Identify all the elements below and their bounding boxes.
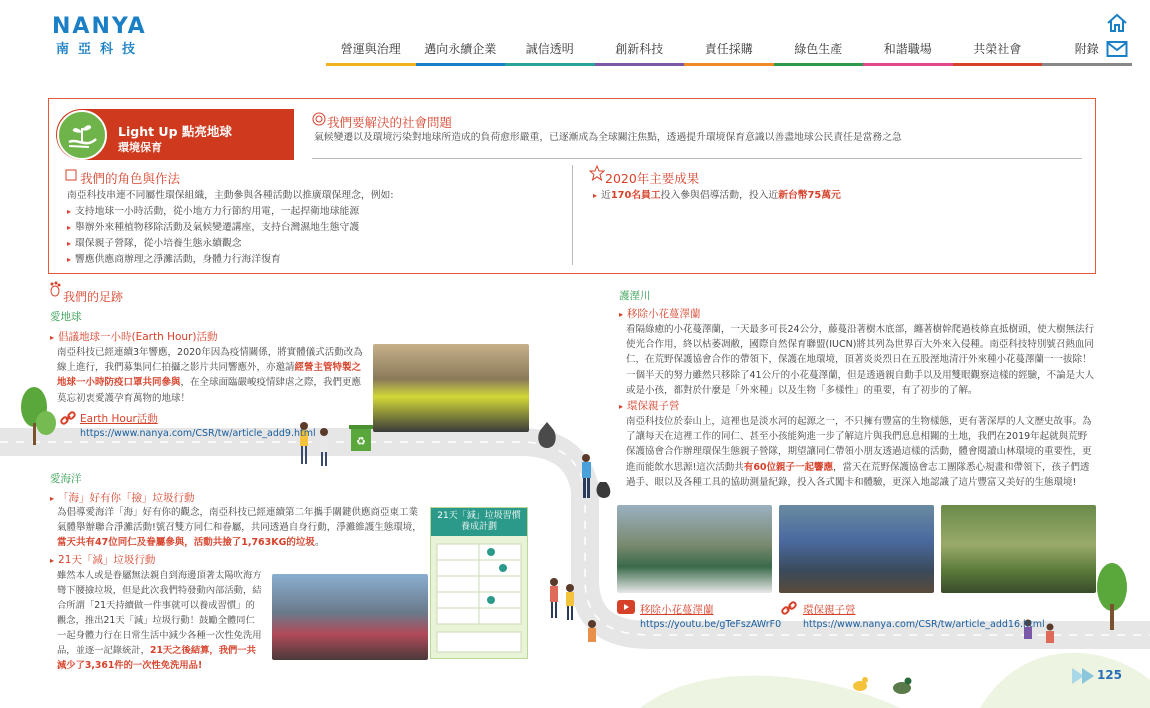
nav-item[interactable]: 共榮社會 (953, 40, 1043, 66)
role-list-item-text: 環保親子營隊，從小培養生態永續觀念 (75, 238, 242, 249)
children-figures-icon (544, 574, 604, 657)
home-icon[interactable] (1106, 12, 1128, 34)
day21-highlight: 21天之後結算，我們一共減少了3,361件的一次性免洗用品! (57, 645, 256, 671)
eco-camp-link-title[interactable]: 環保親子營 (803, 604, 856, 616)
nav-item[interactable]: 責任採購 (684, 40, 774, 66)
role-list-item-text: 支持地球一小時活動，從小地方力行節約用電，一起捍衛地球能源 (75, 206, 360, 217)
role-list (67, 204, 567, 268)
day21-poster (430, 507, 528, 659)
poster-checklist-icon (431, 536, 527, 658)
star-icon (589, 165, 605, 184)
bullet-icon: ▸ (67, 239, 72, 248)
page-number: 125 (1096, 668, 1122, 682)
nav-item[interactable]: 誠信透明 (505, 40, 595, 66)
nav-item[interactable]: 附錄 (1042, 40, 1132, 66)
recycle-bin-icon (348, 422, 374, 455)
earth-hour-title: ▸ 倡議地球一小時(Earth Hour)活動 (50, 331, 218, 343)
badge-subtitle: 環境保育 (118, 141, 162, 154)
social-problem-icon (312, 112, 326, 129)
earth-hour-text: 南亞科技已經連續3年響應，2020年因為疫情關係，將實體儀式活動改為線上進行，我們募集同仁拍攝之影片共同響應外，亦邀請經營主管特製之地球一小時防疫口罩共同參與，在全球面臨嚴峻疫情肆虐之際，我們更應莫忘初衷愛護孕育萬物的地球！ (57, 347, 363, 404)
youtube-icon[interactable] (617, 600, 635, 617)
eco-camp-title: ▸ 環保親子營 (619, 400, 680, 412)
role-list-item (67, 236, 567, 252)
earth-hour-link-title[interactable]: Earth Hour活動 (80, 413, 158, 425)
day21-title: ▸ 21天「減」垃圾行動 (50, 554, 156, 566)
results-title: 2020年主要成果 (605, 171, 700, 186)
results-highlight-staff: 170名員工 (610, 190, 661, 201)
summary-vertical-divider (572, 165, 573, 265)
day21-text: 雖然本人或是眷屬無法親自到海邊頂著太陽吹海方彎下腰撿垃圾，但是此次我們特發動內部活動，結合所謂「21天持續做一件事就可以養成習慣」的觀念，推出21天「減」垃圾行動！鼓勵全體同仁一起身體力行在日常生活中減少各種一次性免洗用品，並逐一記錄統計，21天之後結算，我們一共減少了3,361件的一次性免洗用品! (57, 570, 262, 671)
wetland-heading: 護溼川 (619, 290, 651, 302)
trash-bag-icon (534, 420, 560, 453)
ocean-cleanup-text: 為倡導愛海洋「海」好有你的觀念，南亞科技已經連續第二年攜手關鍵供應商亞東工業氣體舉辦聯合淨灘活動!號召雙方同仁和眷屬，共同透過自身行動，淨灘維護生態環境，當天共有47位同仁及眷屬參與，活動共撿了1,763KG的垃圾。 (57, 507, 422, 548)
social-problem-title: 我們要解決的社會問題 (327, 115, 453, 130)
link-icon (781, 600, 797, 619)
social-problem-text: 氣候變遷以及環境污染對地球所造成的負荷愈形嚴重，已逐漸成為全球關注焦點，透過提升環境保育意識以善盡地球公民責任是當務之急 (314, 132, 902, 143)
plant-hand-icon (57, 110, 107, 160)
love-earth-heading: 愛地球 (50, 311, 82, 323)
role-list-item (67, 220, 567, 236)
earth-hour-photo (373, 344, 529, 432)
results-highlight-amount: 新台幣75萬元 (778, 190, 841, 201)
bullet-icon: ▸ (67, 255, 72, 264)
role-list-item-text: 響應供應商辦理之淨灘活動，身體力行海洋復育 (75, 254, 281, 265)
role-list-item-text: 舉辦外來種植物移除活動及氣候變遷講座，支持台灣濕地生態守護 (75, 222, 360, 233)
wetland-text: 看隔綠癒的小花蔓澤蘭，一天最多可長24公分，藤蔓沿著樹木底部，纏著樹幹爬過枝條直抵樹頭，使大樹無法行使光合作用，終以枯萎凋敝，國際自然保育聯盟(IUCN)將其列為世界百大外來入侵種。南亞科技特別號召熱血同仁，在荒野保護協會合作的帶領下，保護在地環境，頂著炎炎烈日在五股溼地清汙外來種小花蔓澤蘭一一拔除！一個半天的努力雖然只移除了41公斤的小花蔓澤蘭，但是透過親自動手以及用雙眼觀察這樣的經驗，不論是大人或是小孩，都對於什麼是「外來種」以及生物「多樣性」的重要，有了初步的了解。 (626, 324, 1095, 396)
role-title: 我們的角色與作法 (80, 171, 181, 186)
eco-camp-highlight: 有60位親子一起響應 (743, 461, 834, 473)
role-intro: 南亞科技串連不同屬性環保組織，主動參與各種活動以推廣環保理念，例如: (67, 190, 394, 201)
beach-cleanup-photo (272, 574, 428, 660)
ducks-icon (850, 670, 920, 701)
role-list-item (67, 252, 567, 268)
kids-nature-photo (941, 505, 1096, 593)
bullet-icon: ▸ (67, 223, 72, 232)
wetland-video-link-url[interactable]: https://youtu.be/gTeFszAWrF0 (640, 619, 782, 630)
svg-text:♻: ♻ (356, 435, 366, 448)
nanya-logo-subtitle: 南亞科技 (56, 42, 145, 57)
earth-hour-link-url[interactable]: https://www.nanya.com/CSR/tw/article_add9.html (80, 428, 316, 439)
badge-title: Light Up 點亮地球 (118, 124, 232, 139)
tree-icon (18, 385, 58, 450)
wetland-group-photo (617, 505, 772, 593)
person-cleaning-icon (574, 452, 614, 505)
eco-camp-text: 南亞科技位於泰山上，這裡也是淡水河的起源之一，不只擁有豐富的生物樣態，更有著深厚的人文歷史故事。為了讓每天在這裡工作的同仁、甚至小孩能夠進一步了解這片與我們息息相關的土地，我們在2019年起就與荒野保護協會合作辦理環保生態親子營隊，期望讓同仁帶領小朋友透過這樣的活動，體會閱讀山林環境的重要性，更進而能飲水思源!這次活動共有60位親子一起響應，當天在荒野保護協會志工團隊悉心規畫和帶領下，孩子們透過手、眼以及各種工具的協助測量紀錄，投入各式闖卡和體驗，更深入地認識了這片豐富又美好的生態環境! (626, 416, 1092, 488)
nav-item[interactable]: 和諧職場 (863, 40, 953, 66)
footprint-title: 我們的足跡 (63, 290, 124, 304)
tree-icon (1092, 562, 1132, 635)
wetland-video-link-title[interactable]: 移除小花蔓澤蘭 (640, 604, 714, 616)
ocean-cleanup-title: ▸ 「海」好有你「撿」垃圾行動 (50, 492, 195, 504)
eco-camp-group-photo (779, 505, 934, 593)
wetland-title: ▸ 移除小花蔓澤蘭 (619, 308, 701, 320)
nav-item[interactable]: 綠色生產 (774, 40, 864, 66)
next-page-arrow-icon[interactable] (1070, 666, 1098, 689)
earth-hour-highlight: 經營主管特製之地球一小時防疫口罩共同參與 (57, 362, 362, 389)
nav-item[interactable]: 營運與治理 (326, 40, 416, 66)
footprint-icon (48, 281, 62, 300)
nav-item[interactable]: 邁向永續企業 (416, 40, 506, 66)
results-text: ▸ 近170名員工投入參與倡導活動，投入近新台幣75萬元 (593, 190, 841, 201)
nav-item[interactable]: 創新科技 (595, 40, 685, 66)
link-icon (60, 410, 76, 429)
role-icon (64, 168, 78, 185)
ocean-cleanup-highlight: 當天共有47位同仁及眷屬參與，活動共撿了1,763KG的垃圾 (57, 537, 315, 548)
eco-camp-link-url[interactable]: https://www.nanya.com/CSR/tw/article_add16.html (803, 619, 1045, 630)
bullet-icon: ▸ (67, 207, 72, 216)
love-ocean-heading: 愛海洋 (50, 473, 82, 485)
poster-title: 21天「減」垃圾習慣養成計劃 (431, 508, 527, 536)
mail-icon[interactable] (1106, 40, 1128, 62)
nanya-logo[interactable]: NANYA (52, 14, 147, 39)
chapter-nav (326, 40, 1132, 66)
summary-divider (312, 158, 1082, 159)
role-list-item (67, 204, 567, 220)
